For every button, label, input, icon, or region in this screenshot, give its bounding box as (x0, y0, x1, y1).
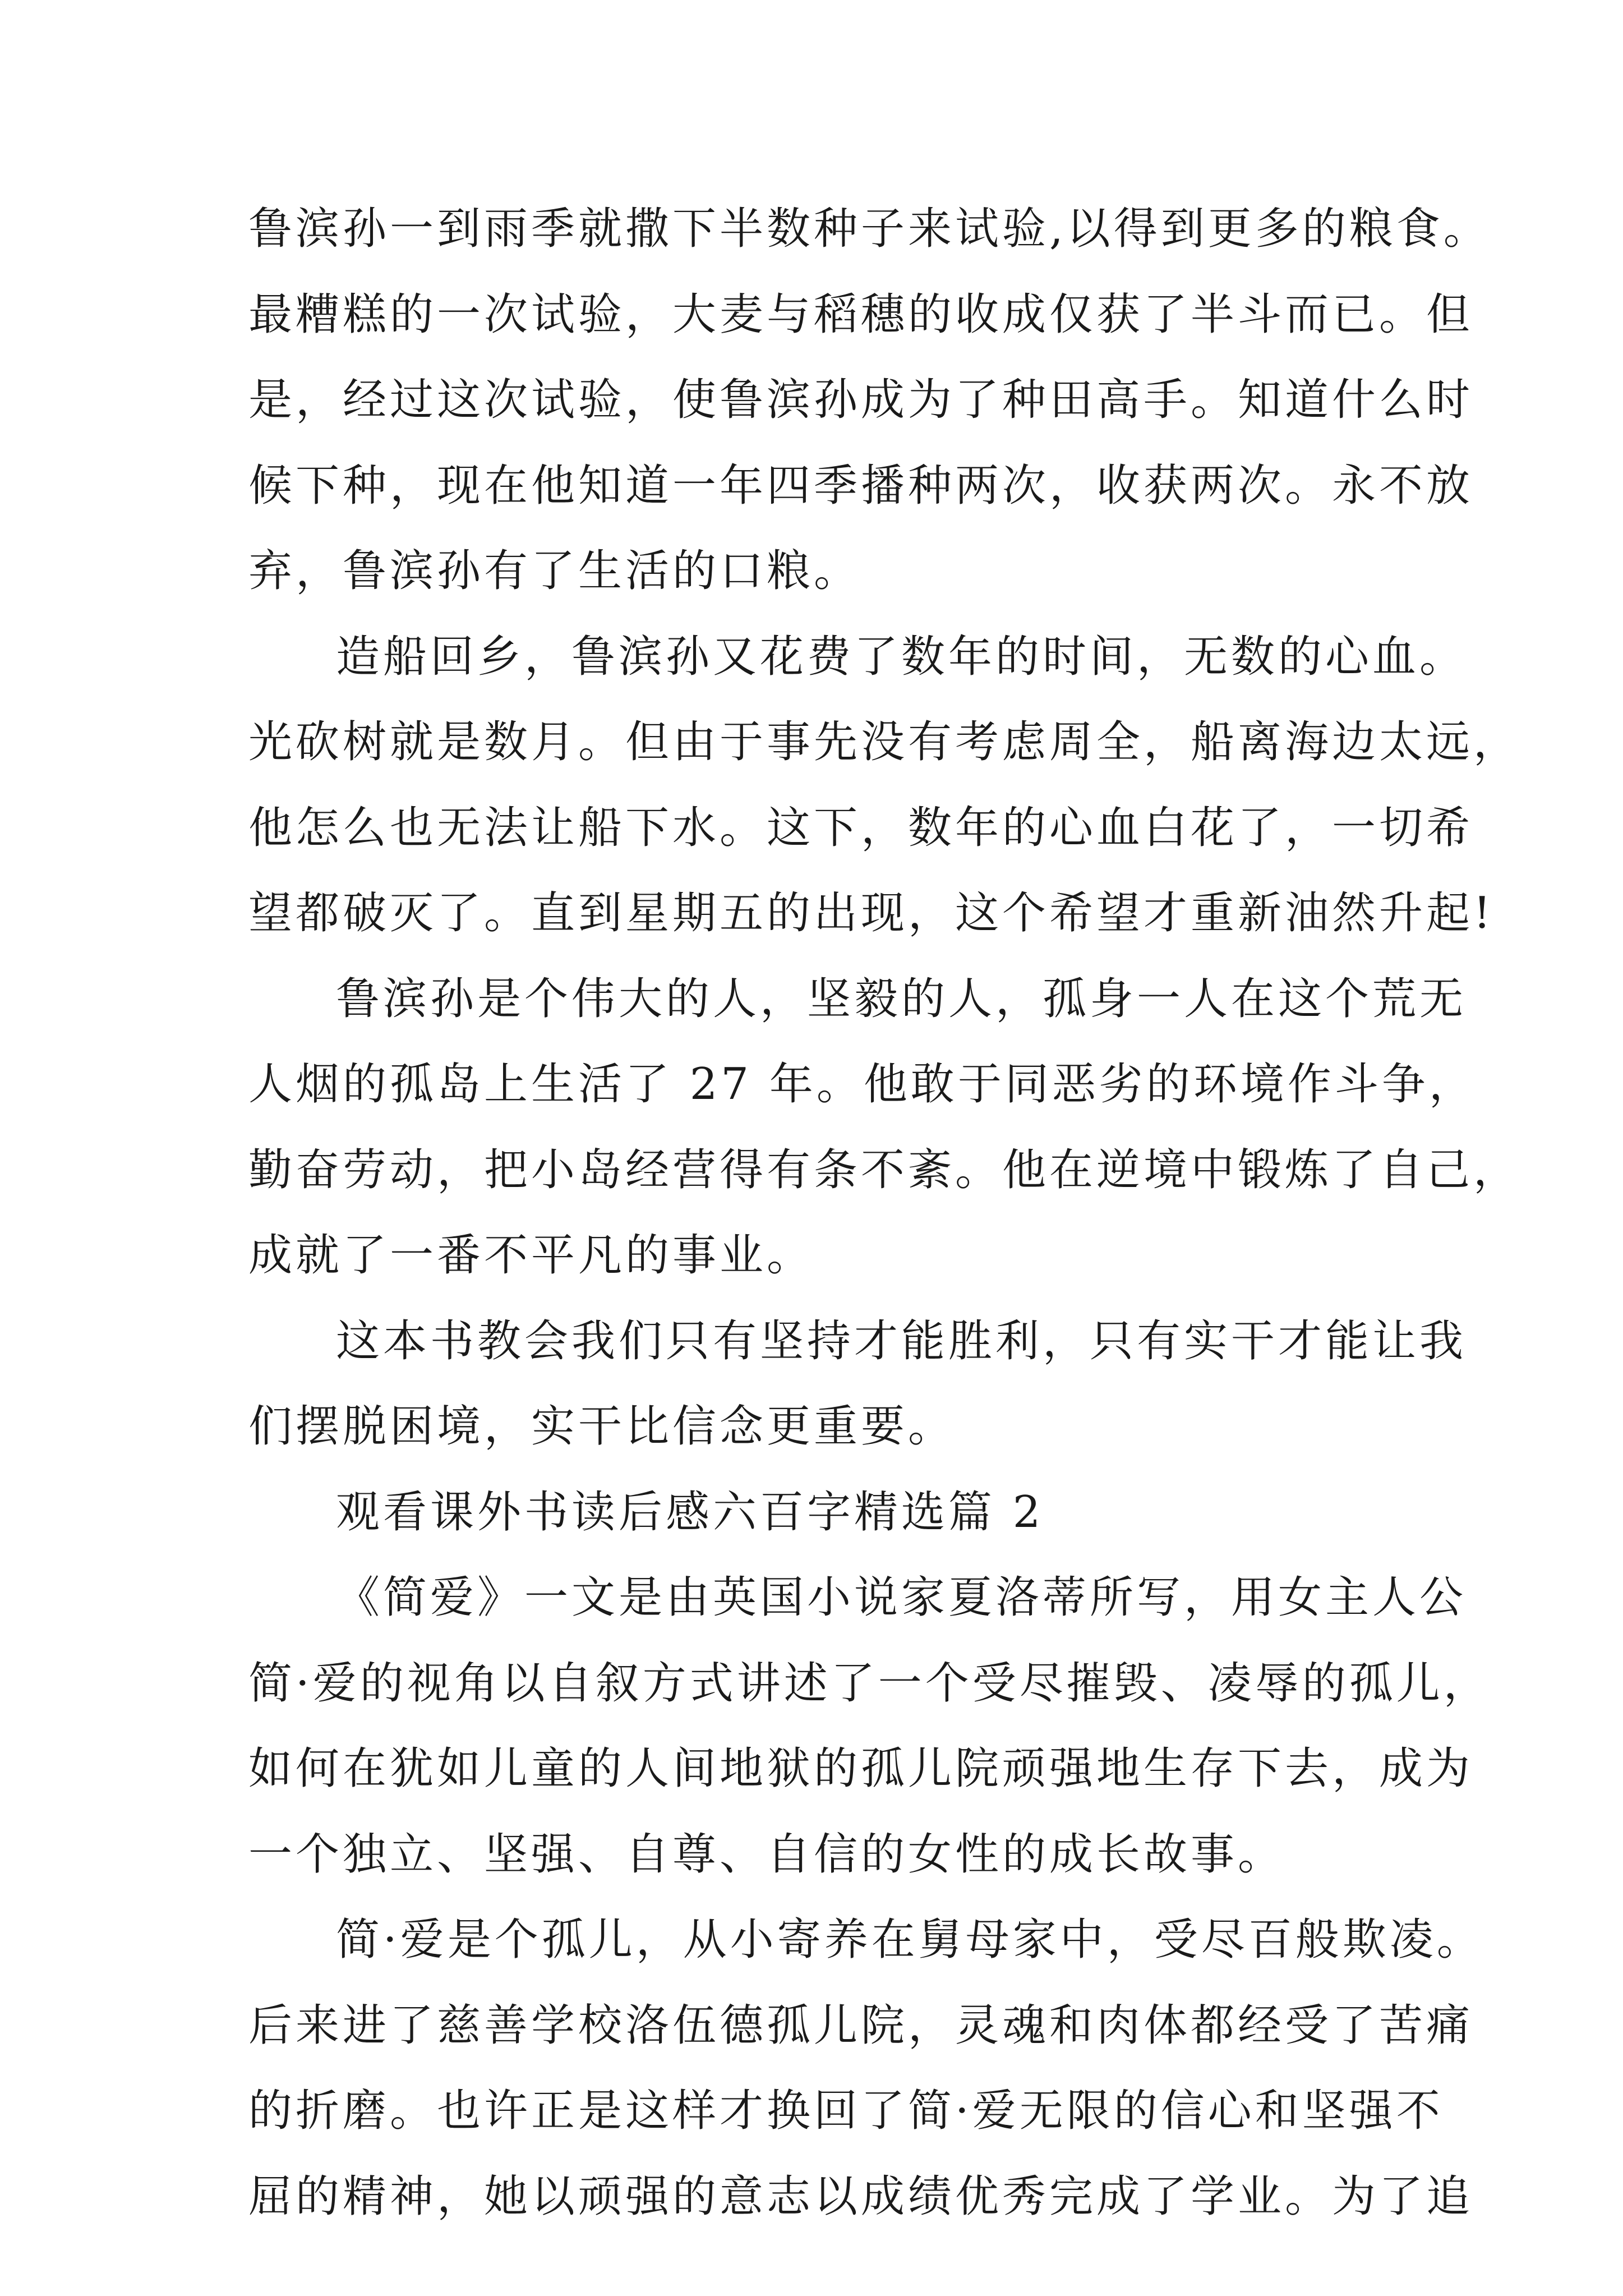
text-line: 人烟的孤岛上生活了 27 年。他敢于同恶劣的环境作斗争， (248, 1059, 1476, 1110)
text-line: 成就了一番不平凡的事业。 (248, 1230, 814, 1281)
text-line: 如何在犹如儿童的人间地狱的孤儿院顽强地生存下去，成为 (248, 1743, 1474, 1794)
text-line: 望都破灭了。直到星期五的出现，这个希望才重新油然升起! (248, 888, 1495, 938)
text-line: 光砍树就是数月。但由于事先没有考虑周全，船离海边太远， (248, 717, 1521, 767)
text-line: 简·爱的视角以自叙方式讲述了一个受尽摧毁、凌辱的孤儿， (248, 1658, 1491, 1709)
paragraph-first-line: 简·爱是个孤儿，从小寄养在舅母家中，受尽百般欺凌。 (336, 1915, 1484, 1965)
text-line: 弃，鲁滨孙有了生活的口粮。 (248, 546, 861, 596)
text-line: 的折磨。也许正是这样才换回了简·爱无限的信心和坚强不 (248, 2086, 1444, 2136)
text-line: 屈的精神，她以顽强的意志以成绩优秀完成了学业。为了追 (248, 2171, 1474, 2222)
text-line: 是，经过这次试验，使鲁滨孙成为了种田高手。知道什么时 (248, 375, 1474, 425)
document-body (248, 197, 1521, 2251)
text-line: 后来进了慈善学校洛伍德孤儿院，灵魂和肉体都经受了苦痛 (248, 2000, 1474, 2051)
text-line: 鲁滨孙一到雨季就撒下半数种子来试验,以得到更多的粮食。 (248, 204, 1491, 254)
paragraph-first-line: 这本书教会我们只有坚持才能胜利，只有实干才能让我 (336, 1315, 1467, 1366)
text-line: 勤奋劳动，把小岛经营得有条不紊。他在逆境中锻炼了自己， (248, 1144, 1521, 1195)
text-line: 们摆脱困境，实干比信念更重要。 (248, 1401, 956, 1452)
paragraph-first-line: 造船回乡，鲁滨孙又花费了数年的时间，无数的心血。 (336, 631, 1467, 682)
text-line: 他怎么也无法让船下水。这下，数年的心血白花了，一切希 (248, 802, 1474, 853)
text-line: 最糟糕的一次试验，大麦与稻穗的收成仅获了半斗而已。但 (248, 289, 1474, 340)
section-heading: 观看课外书读后感六百字精选篇 2 (336, 1487, 1044, 1538)
text-line: 一个独立、坚强、自尊、自信的女性的成长故事。 (248, 1829, 1285, 1880)
paragraph-first-line: 《简爱》一文是由英国小说家夏洛蒂所写，用女主人公 (336, 1572, 1467, 1623)
text-line: 候下种，现在他知道一年四季播种两次，收获两次。永不放 (248, 460, 1474, 511)
paragraph-first-line: 鲁滨孙是个伟大的人，坚毅的人，孤身一人在这个荒无 (336, 973, 1467, 1024)
